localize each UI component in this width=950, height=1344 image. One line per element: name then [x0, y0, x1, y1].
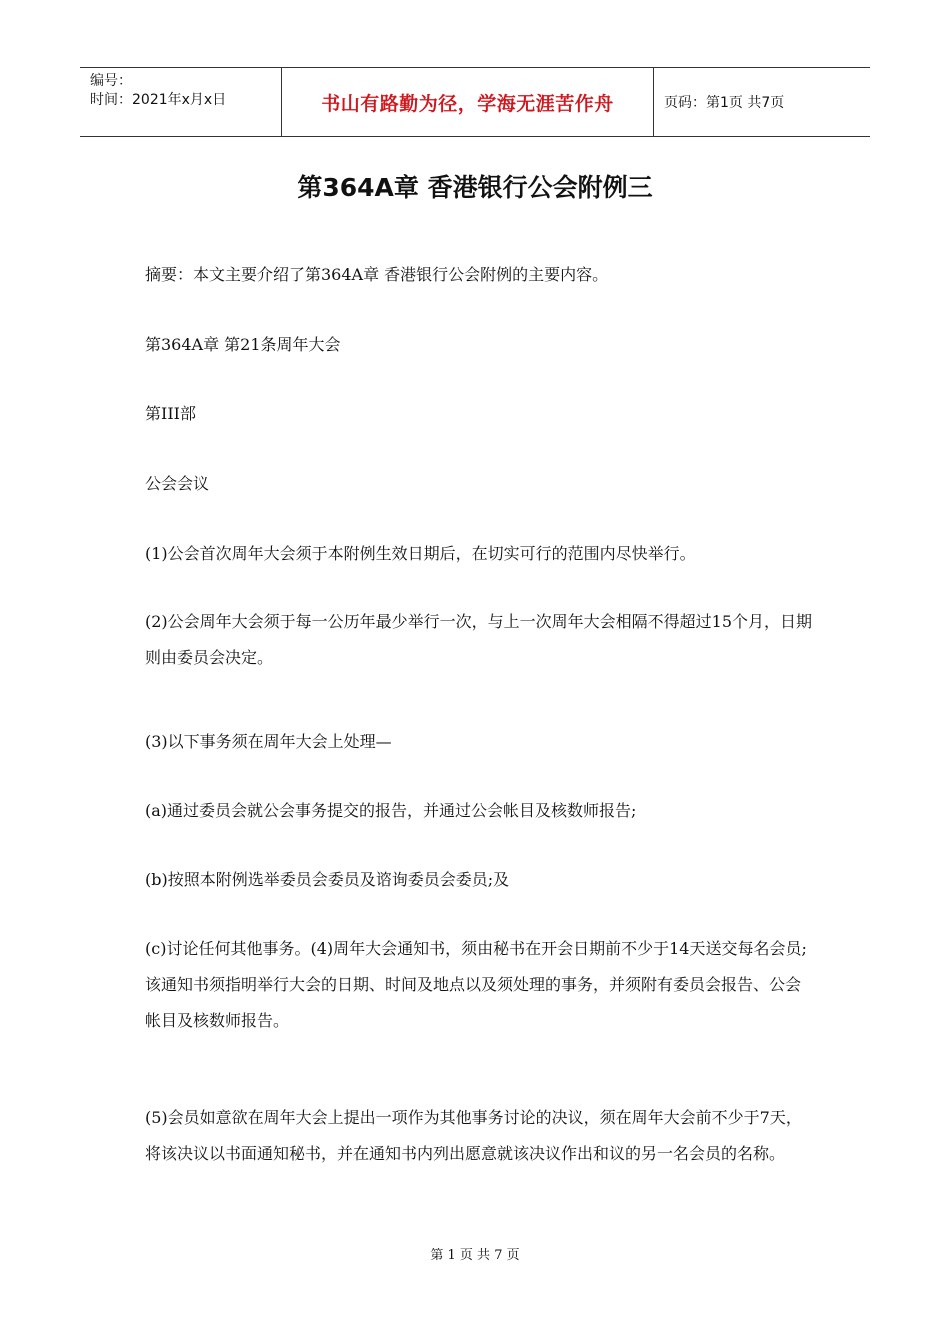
paragraph-part: 第III部 [145, 404, 196, 423]
header-motto: 书山有路勤为径，学海无涯苦作舟 [282, 68, 654, 136]
paragraph-clause-3a: (a)通过委员会就公会事务提交的报告，并通过公会帐目及核数师报告; [145, 801, 637, 820]
time-label: 时间：2021年x月x日 [90, 92, 227, 108]
paragraph-clause-5: (5)会员如意欲在周年大会上提出一项作为其他事务讨论的决议，须在周年大会前不少于7天，将该决议以书面通知秘书，并在通知书内列出愿意就该决议作出和议的另一名会员的名称。 [145, 1108, 802, 1163]
paragraph-clause-2: (2)公会周年大会须于每一公历年最少举行一次，与上一次周年大会相隔不得超过15个月，日期则由委员会决定。 [145, 612, 813, 667]
paragraph-clause-1: (1)公会首次周年大会须于本附例生效日期后，在切实可行的范围内尽快举行。 [145, 544, 696, 563]
header-meta [80, 68, 282, 136]
paragraph-clause-3c-4: (c)讨论任何其他事务。(4)周年大会通知书，须由秘书在开会日期前不少于14天送交每名会员;该通知书须指明举行大会的日期、时间及地点以及须处理的事务，并须附有委员会报告、公会帐目及核数师报告。 [145, 939, 807, 1030]
paragraph-abstract: 摘要：本文主要介绍了第364A章 香港银行公会附例的主要内容。 [145, 265, 609, 284]
paragraph-clause-3: (3)以下事务须在周年大会上处理— [145, 732, 392, 751]
paragraph-part-title: 公会会议 [145, 474, 210, 493]
paragraph-clause-3b: (b)按照本附例选举委员会委员及谘询委员会委员;及 [145, 870, 510, 889]
document-header [80, 67, 870, 137]
number-label: 编号： [90, 73, 132, 89]
page-footer: 第 1 页 共 7 页 [430, 1248, 520, 1263]
document-title: 第364A章 香港银行公会附例三 [297, 173, 653, 202]
paragraph-section-heading: 第364A章 第21条周年大会 [145, 335, 341, 354]
header-page-info: 页码：第1页 共7页 [664, 95, 785, 111]
